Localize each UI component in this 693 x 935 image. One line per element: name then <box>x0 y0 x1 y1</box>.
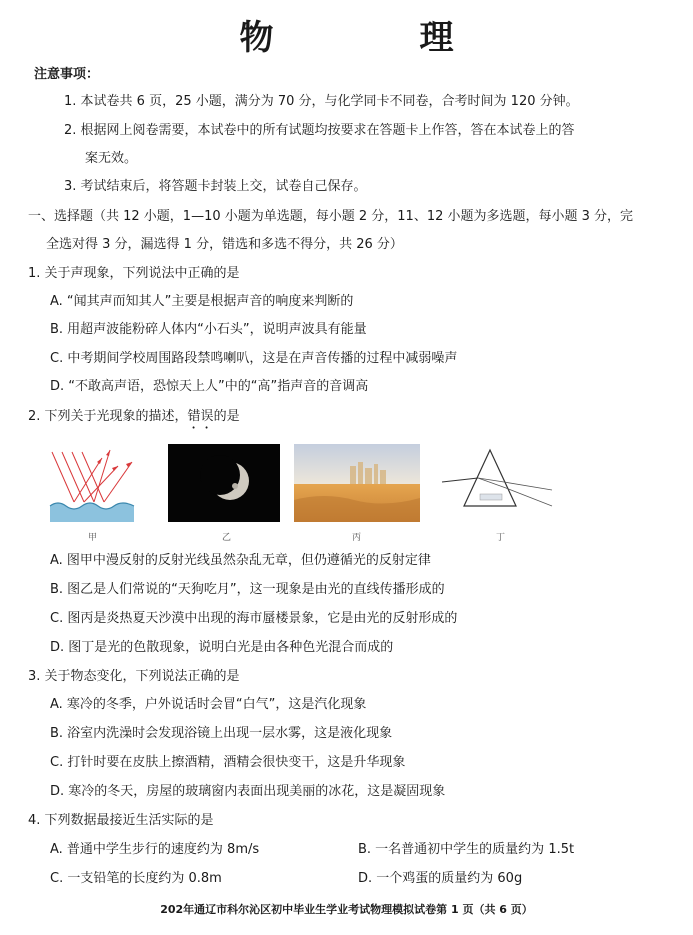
q2-option-c: C. 图丙是炎热夏天沙漠中出现的海市蜃楼景象，它是由光的反射形成的 <box>50 611 458 626</box>
notes-heading: 注意事项： <box>34 67 100 82</box>
q2-stem-emphasis: 错误 <box>187 409 214 424</box>
q1-option-c: C. 中考期间学校周围路段禁鸣喇叭，这是在声音传播的过程中减弱噪声 <box>50 351 458 366</box>
q1-option-a: A. “闻其声而知其人”主要是根据声音的响度来判断的 <box>50 294 354 309</box>
q2-option-b: B. 图乙是人们常说的“天狗吃月”，这一现象是由光的直线传播形成的 <box>50 582 445 597</box>
q2-option-a: A. 图甲中漫反射的反射光线虽然杂乱无章，但仍遵循光的反射定律 <box>50 553 431 568</box>
section-heading: 一、选择题（共 12 小题，1—10 小题为单选题，每小题 2 分，11、12 小题为多选题，每小题 3 分，完 <box>28 209 634 224</box>
q2-option-d: D. 图丁是光的色散现象，说明白光是由各种色光混合而成的 <box>50 640 394 655</box>
prism-dispersion-figure <box>440 444 556 522</box>
q3-stem: 3. 关于物态变化，下列说法正确的是 <box>28 669 240 684</box>
q2-stem <box>28 408 240 432</box>
q3-option-b: B. 浴室内洗澡时会发现浴镜上出现一层水雾，这是液化现象 <box>50 726 393 741</box>
q1-stem: 1. 关于声现象，下列说法中正确的是 <box>28 266 240 281</box>
lunar-eclipse-figure <box>168 444 280 522</box>
q3-option-a: A. 寒冷的冬季，户外说话时会冒“白气”，这是汽化现象 <box>50 697 367 712</box>
q4-option-d: D. 一个鸡蛋的质量约为 60g <box>358 871 523 886</box>
section-heading-cont: 全选对得 3 分，漏选得 1 分，错选和多选不得分，共 26 分） <box>46 237 403 252</box>
q2-figures <box>48 444 568 543</box>
q1-option-d: D. “不敢高声语，恐惊天上人”中的“高”指声音的音调高 <box>50 379 369 394</box>
mirage-figure <box>294 444 420 522</box>
note-item-1: 1. 本试卷共 6 页，25 小题，满分为 70 分，与化学同卡不同卷，合考时间为 120 分钟。 <box>64 94 579 109</box>
q3-option-c: C. 打针时要在皮肤上擦酒精，酒精会很快变干，这是升华现象 <box>50 755 406 770</box>
figure-label-ding: 丁 <box>496 533 506 543</box>
q4-option-c: C. 一支铅笔的长度约为 0.8m <box>50 871 222 886</box>
diffuse-reflection-figure <box>48 444 136 522</box>
q2-stem-before: 2. 下列关于光现象的描述， <box>28 409 188 424</box>
figure-label-bing: 丙 <box>352 533 362 543</box>
page-title: 物 理 <box>239 18 510 58</box>
q4-option-a: A. 普通中学生步行的速度约为 8m/s <box>50 842 260 857</box>
note-item-2-cont: 案无效。 <box>85 151 138 166</box>
figure-label-yi: 乙 <box>222 533 232 543</box>
q3-option-d: D. 寒冷的冬天，房屋的玻璃窗内表面出现美丽的冰花，这是凝固现象 <box>50 784 446 799</box>
note-item-3: 3. 考试结束后，将答题卡封装上交，试卷自己保存。 <box>64 179 367 194</box>
q2-stem-after: 的是 <box>213 409 240 424</box>
figure-label-jia: 甲 <box>88 533 98 543</box>
q4-stem: 4. 下列数据最接近生活实际的是 <box>28 813 214 828</box>
q4-option-b: B. 一名普通初中学生的质量约为 1.5t <box>358 842 575 857</box>
note-item-2: 2. 根据网上阅卷需要，本试卷中的所有试题均按要求在答题卡上作答，答在本试卷上的答 <box>64 123 575 138</box>
page-footer: 202年通辽市科尔沁区初中毕业生学业考试物理模拟试卷第 1 页（共 6 页） <box>160 903 533 916</box>
q1-option-b: B. 用超声波能粉碎人体内“小石头”，说明声波具有能量 <box>50 322 367 337</box>
